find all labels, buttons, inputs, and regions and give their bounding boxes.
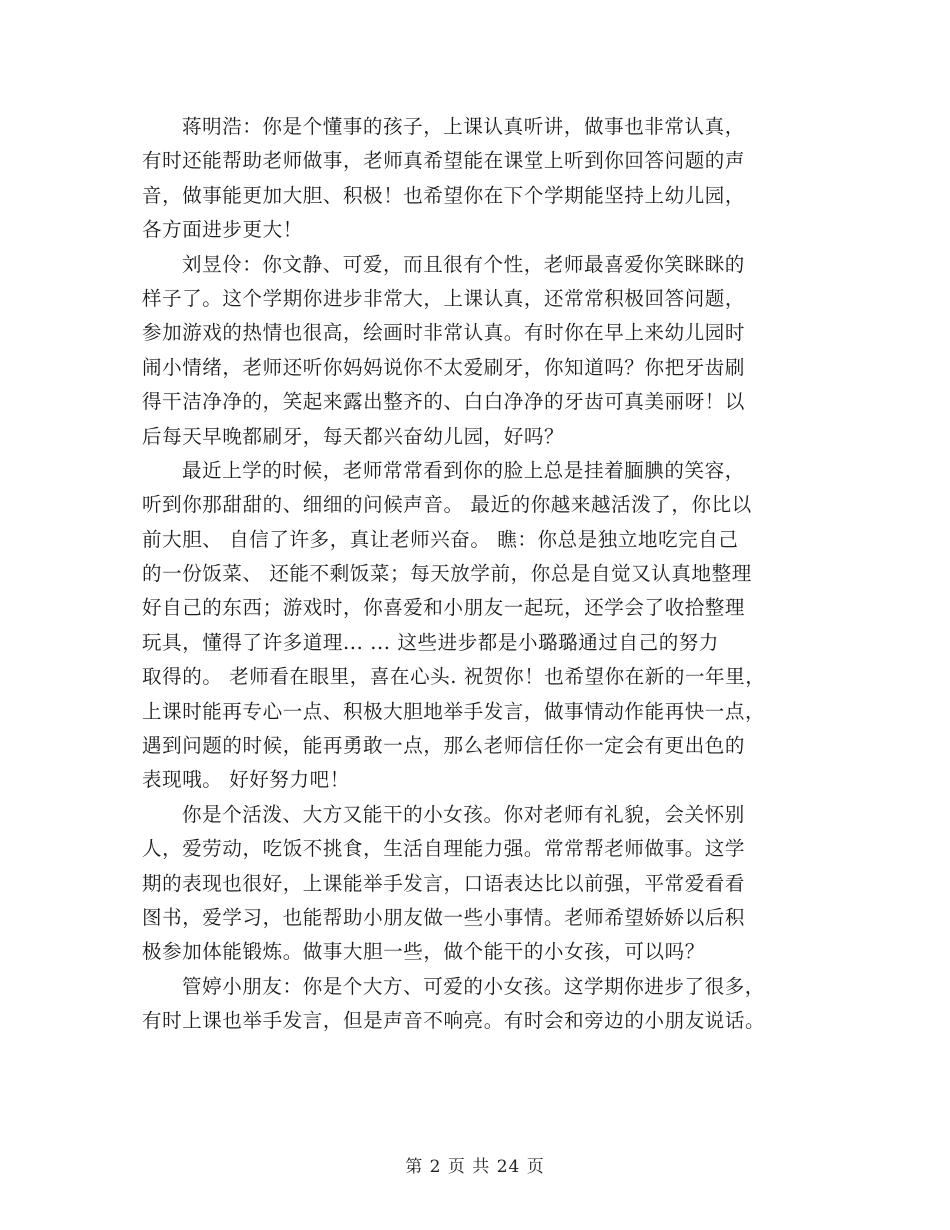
document-body xyxy=(142,110,812,1039)
paragraph-line: 表现哦。 好好努力吧！ xyxy=(142,768,350,792)
paragraph-line: 有时还能帮助老师做事，老师真希望能在课堂上听到你回答问题的声 xyxy=(142,149,746,173)
paragraph-line: 图书，爱学习，也能帮助小朋友做一些小事情。老师希望娇娇以后积 xyxy=(142,905,746,929)
paragraph-line: 玩具，懂得了许多道理... ... 这些进步都是小璐璐通过自己的努力 xyxy=(142,630,719,654)
paragraph-first-line: 你是个活泼、大方又能干的小女孩。你对老师有礼貌，会关怀别 xyxy=(182,802,745,826)
paragraph-line: 听到你那甜甜的、细细的问候声音。 最近的你越来越活泼了，你比以 xyxy=(142,493,752,517)
paragraph-first-line: 刘昱伶：你文静、可爱，而且很有个性，老师最喜爱你笑眯眯的 xyxy=(182,252,745,276)
paragraph-line: 好自己的东西；游戏时，你喜爱和小朋友一起玩，还学会了收拾整理 xyxy=(142,596,746,620)
paragraph-first-line: 蒋明浩：你是个懂事的孩子，上课认真听讲，做事也非常认真， xyxy=(182,115,745,138)
paragraph-line: 样子了。这个学期你进步非常大，上课认真，还常常积极回答问题， xyxy=(142,286,746,310)
paragraph-line: 遇到问题的时候，能再勇敢一点，那么老师信任你一定会有更出色的 xyxy=(142,734,746,758)
paragraph-line: 闹小情绪，老师还听你妈妈说你不太爱刷牙，你知道吗？你把牙齿刷 xyxy=(142,355,746,379)
paragraph-line: 取得的。 老师看在眼里，喜在心头. 祝贺你！也希望你在新的一年里， xyxy=(142,665,766,689)
page-number-footer: 第 2 页 共 24 页 xyxy=(405,1157,545,1177)
paragraph-first-line: 管婷小朋友：你是个大方、可爱的小女孩。这学期你进步了很多， xyxy=(182,974,765,998)
paragraph-line: 上课时能再专心一点、积极大胆地举手发言，做事情动作能再快一点， xyxy=(142,699,766,723)
paragraph-line: 各方面进步更大！ xyxy=(142,218,303,242)
paragraph-line: 后每天早晚都刷牙，每天都兴奋幼儿园，好吗？ xyxy=(142,424,565,448)
paragraph-line: 有时上课也举手发言，但是声音不响亮。有时会和旁边的小朋友说话。 xyxy=(142,1009,766,1033)
paragraph-line: 期的表现也很好，上课能举手发言，口语表达比以前强，平常爱看看 xyxy=(142,871,746,895)
paragraph-line: 参加游戏的热情也很高，绘画时非常认真。有时你在早上来幼儿园时 xyxy=(142,321,746,345)
paragraph-line: 音，做事能更加大胆、积极！也希望你在下个学期能坚持上幼儿园， xyxy=(142,183,746,207)
paragraph-line: 的一份饭菜、 还能不剩饭菜；每天放学前，你总是自觉又认真地整理 xyxy=(142,562,752,586)
paragraph-line: 前大胆、 自信了许多，真让老师兴奋。 瞧：你总是独立地吃完自己 xyxy=(142,527,739,551)
paragraph-first-line: 最近上学的时候，老师常常看到你的脸上总是挂着腼腆的笑容， xyxy=(182,458,745,482)
paragraph-line: 得干洁净净的，笑起来露出整齐的、白白净净的牙齿可真美丽呀！以 xyxy=(142,390,746,414)
paragraph-line: 人，爱劳动，吃饭不挑食，生活自理能力强。常常帮老师做事。这学 xyxy=(142,837,746,861)
paragraph-line: 极参加体能锻炼。做事大胆一些，做个能干的小女孩，可以吗？ xyxy=(142,940,705,964)
